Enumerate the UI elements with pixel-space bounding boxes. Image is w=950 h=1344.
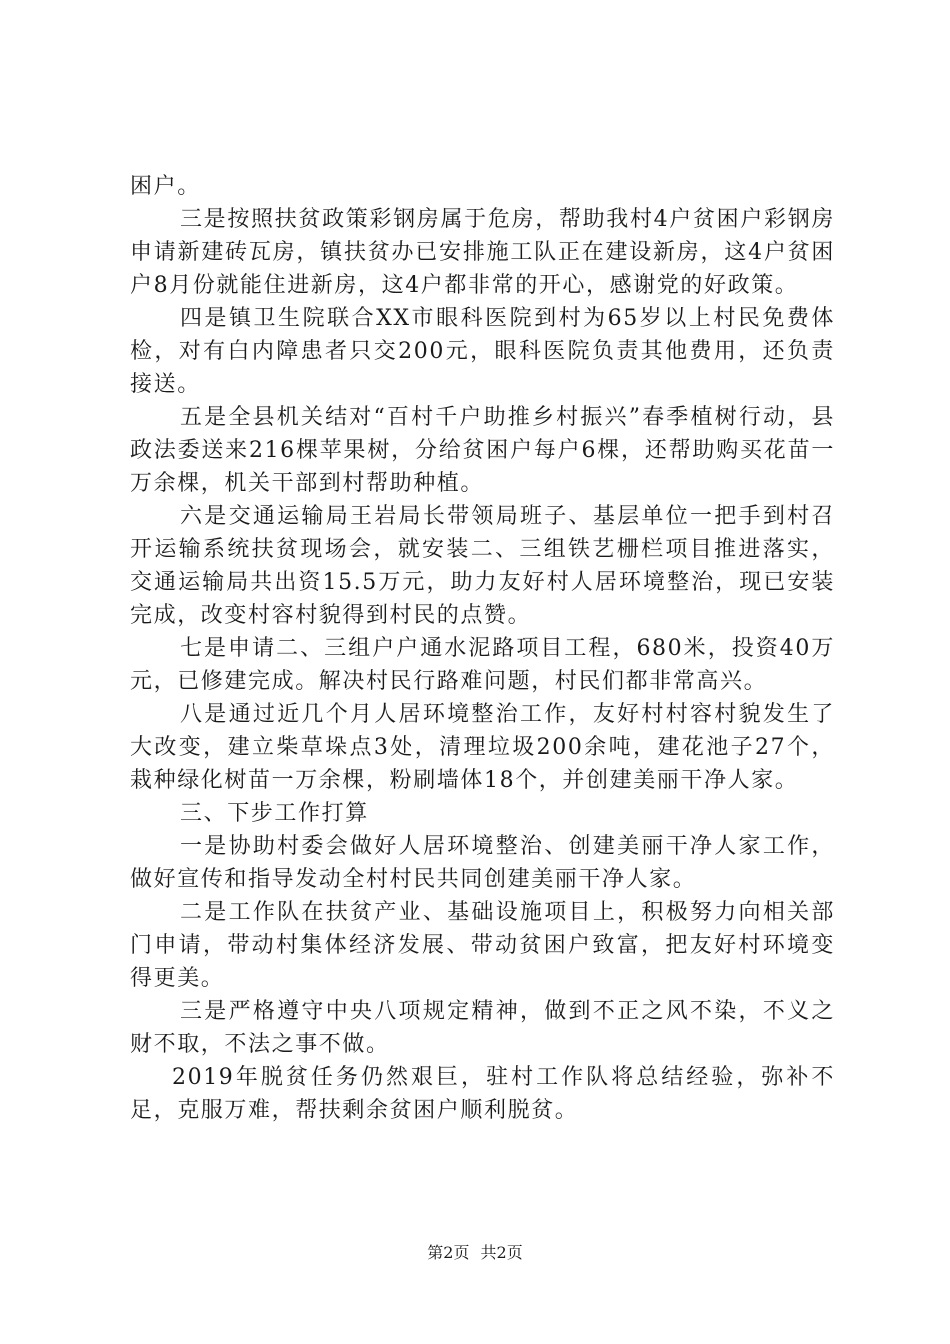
paragraph-3: 四是镇卫生院联合XX市眼科医院到村为65岁以上村民免费体检，对有白内障患者只交200元，眼科医院负责其他费用，还负责接送。 (130, 306, 835, 397)
document-body (130, 170, 835, 1127)
paragraph-11: 2019年脱贫任务仍然艰巨，驻村工作队将总结经验，弥补不足，克服万难，帮扶剩余贫困户顺利脱贫。 (130, 1065, 835, 1123)
paragraph-5: 六是交通运输局王岩局长带领局班子、基层单位一把手到村召开运输系统扶贫现场会，就安装二、三组铁艺栅栏项目推进落实，交通运输局共出资15.5万元，助力友好村人居环境整治，现已安装完成，改变村容村貌得到村民的点赞。 (130, 504, 835, 628)
paragraph-7: 八是通过近几个月人居环境整治工作，友好村村容村貌发生了大改变，建立柴草垛点3处，清理垃圾200余吨，建花池子27个，栽种绿化树苗一万余棵，粉刷墙体18个，并创建美丽干净人家。 (130, 702, 835, 793)
paragraph-1: 困户。 (130, 174, 201, 199)
paragraph-10: 三是严格遵守中央八项规定精神，做到不正之风不染，不义之财不取，不法之事不做。 (130, 999, 835, 1057)
paragraph-6: 七是申请二、三组户户通水泥路项目工程，680米，投资40万元，已修建完成。解决村民行路难问题，村民们都非常高兴。 (130, 636, 835, 694)
page-total: 共2页 (480, 1243, 523, 1262)
paragraph-9: 二是工作队在扶贫产业、基础设施项目上，积极努力向相关部门申请，带动村集体经济发展、带动贫困户致富，把友好村环境变得更美。 (130, 900, 835, 991)
paragraph-2: 三是按照扶贫政策彩钢房属于危房，帮助我村4户贫困户彩钢房申请新建砖瓦房，镇扶贫办已安排施工队正在建设新房，这4户贫困户8月份就能住进新房，这4户都非常的开心，感谢党的好政策。 (130, 207, 835, 298)
page-footer (0, 1243, 950, 1263)
section-heading: 三、下步工作打算 (180, 801, 369, 826)
page-number: 第2页 (427, 1243, 470, 1262)
paragraph-4: 五是全县机关结对“百村千户助推乡村振兴”春季植树行动，县政法委送来216棵苹果树，分给贫困户每户6棵，还帮助购买花苗一万余棵，机关干部到村帮助种植。 (130, 405, 835, 496)
paragraph-8: 一是协助村委会做好人居环境整治、创建美丽干净人家工作，做好宣传和指导发动全村村民共同创建美丽干净人家。 (130, 834, 835, 892)
